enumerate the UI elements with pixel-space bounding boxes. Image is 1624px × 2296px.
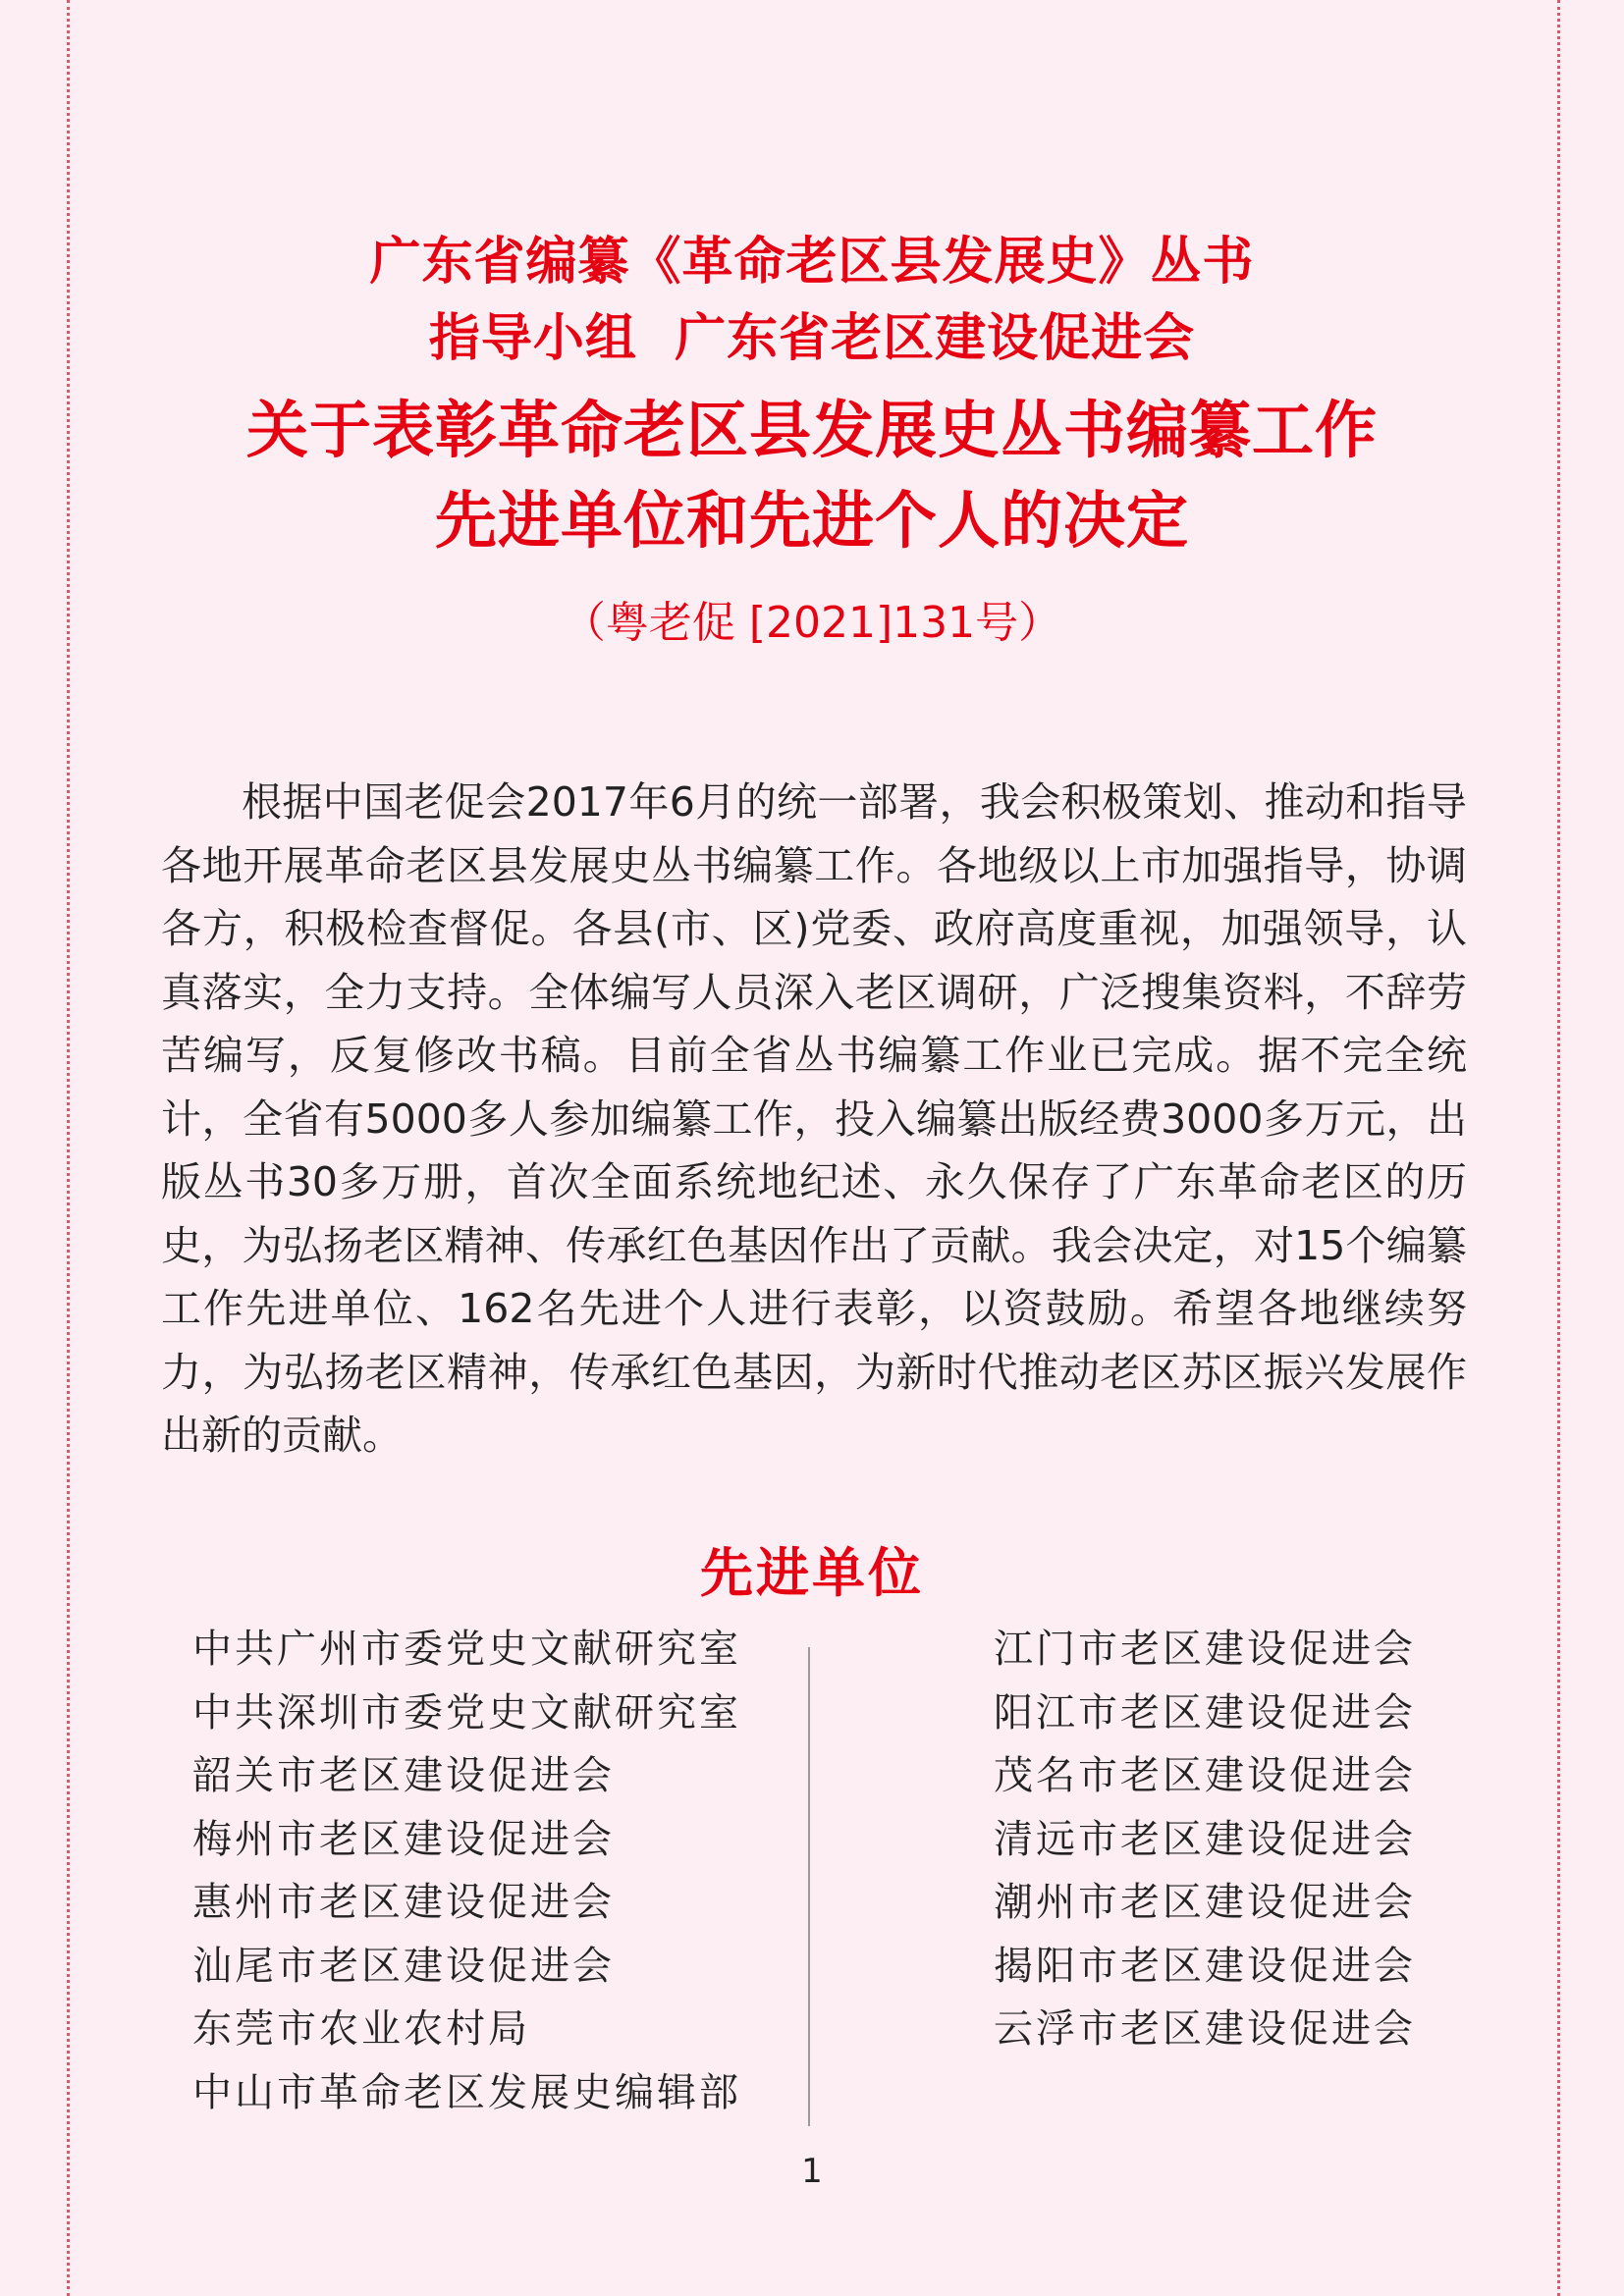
list-item: 揭阳市老区建设促进会	[994, 1943, 1416, 1989]
list-item: 茂名市老区建设促进会	[994, 1753, 1416, 1798]
title-line-1: 关于表彰革命老区县发展史丛书编纂工作	[246, 394, 1378, 466]
section-heading-units: 先进单位	[700, 1542, 924, 1604]
column-divider	[808, 1647, 810, 2126]
page-number: 1	[801, 2152, 823, 2191]
list-item: 中共深圳市委党史文献研究室	[192, 1689, 741, 1735]
issuing-organizations	[0, 224, 1624, 377]
list-item: 中共广州市委党史文献研究室	[192, 1627, 741, 1672]
list-item: 韶关市老区建设促进会	[192, 1753, 615, 1798]
list-item: 中山市革命老区发展史编辑部	[192, 2069, 741, 2115]
list-item: 阳江市老区建设促进会	[994, 1689, 1416, 1735]
list-item: 惠州市老区建设促进会	[192, 1880, 615, 1925]
list-item: 梅州市老区建设促进会	[192, 1816, 615, 1862]
list-item: 东莞市农业农村局	[192, 2006, 530, 2052]
list-item: 清远市老区建设促进会	[994, 1816, 1416, 1862]
body-paragraph: 根据中国老促会2017年6月的统一部署，我会积极策划、推动和指导各地开展革命老区县发展史丛书编纂工作。各地级以上市加强指导，协调各方，积极检查督促。各县(市、区)党委、政府高度重视，加强领导，认真落实，全力支持。全体编写人员深入老区调研，广泛搜集资料，不辞劳苦编写，反复修改书稿。目前全省丛书编纂工作业已完成。据不完全统计，全省有5000多人参加编纂工作，投入编纂出版经费3000多万元，出版丛书30多万册，首次全面系统地纪述、永久保存了广东革命老区的历史，为弘扬老区精神、传承红色基因作出了贡献。我会决定，对15个编纂工作先进单位、162名先进个人进行表彰，以资鼓励。希望各地继续努力，为弘扬老区精神，传承红色基因，为新时代推动老区苏区振兴发展作出新的贡献。	[161, 778, 1467, 1459]
org-line-2: 指导小组 广东省老区建设促进会	[428, 309, 1196, 368]
units-right-column	[994, 1618, 1416, 2061]
title-line-2: 先进单位和先进个人的决定	[435, 484, 1189, 557]
list-item: 江门市老区建设促进会	[994, 1627, 1416, 1672]
document-number: （粤老促 [2021]131号）	[562, 598, 1062, 648]
org-line-1: 广东省编纂《革命老区县发展史》丛书	[369, 233, 1255, 292]
list-item: 潮州市老区建设促进会	[994, 1880, 1416, 1925]
list-item: 汕尾市老区建设促进会	[192, 1943, 615, 1989]
title-block	[0, 224, 1624, 650]
units-left-column	[192, 1618, 741, 2124]
list-item: 云浮市老区建设促进会	[994, 2006, 1416, 2052]
